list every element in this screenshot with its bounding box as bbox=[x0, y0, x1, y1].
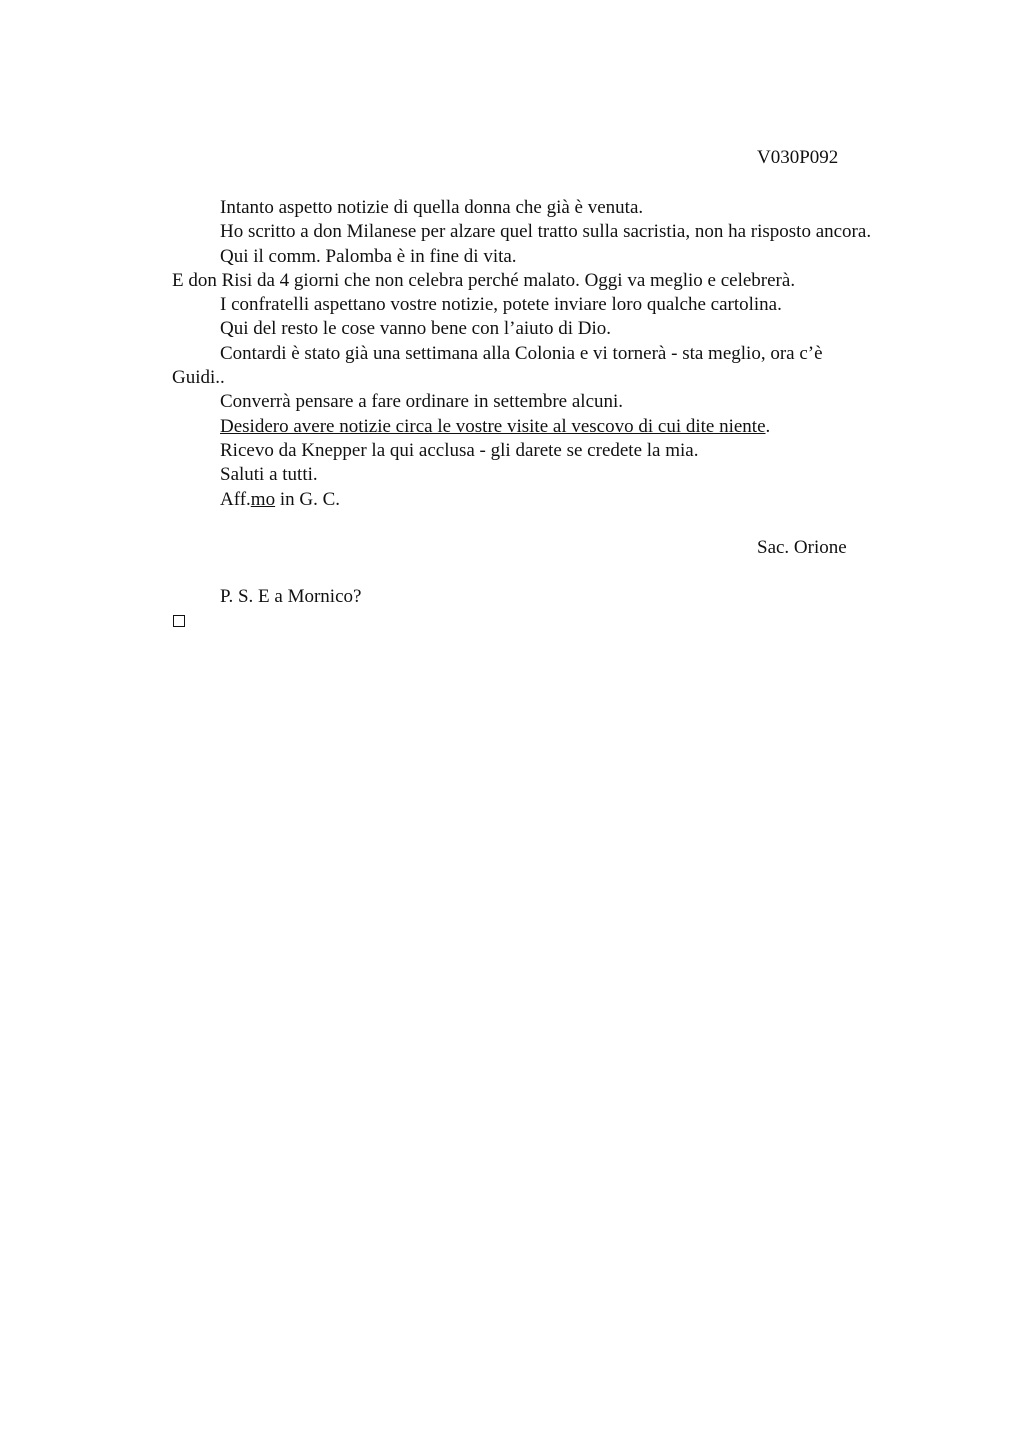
signature: Sac. Orione bbox=[757, 537, 847, 558]
document-reference-code: V030P092 bbox=[757, 147, 839, 168]
underlined-text: mo bbox=[250, 488, 276, 510]
letter-line: Contardi è stato già una settimana alla Colonia e vi tornerà - sta meglio, ora c’è bbox=[220, 342, 823, 364]
letter-line: E don Risi da 4 giorni che non celebra perché malato. Oggi va meglio e celebrerà. bbox=[172, 269, 796, 291]
letter-line-underlined bbox=[172, 415, 952, 439]
letter-line-closing bbox=[172, 488, 952, 512]
trailing-text: in G. C. bbox=[275, 488, 341, 510]
letter-line: Ricevo da Knepper la qui acclusa - gli darete se credete la mia. bbox=[220, 439, 699, 461]
letter-line: Ho scritto a don Milanese per alzare quel tratto sulla sacristia, non ha risposto ancora. bbox=[220, 221, 872, 243]
leading-text: Aff. bbox=[220, 488, 251, 510]
letter-line: Converrà pensare a fare ordinare in settembre alcuni. bbox=[220, 391, 624, 413]
letter-line: Qui del resto le cose vanno bene con l’aiuto di Dio. bbox=[220, 318, 611, 340]
trailing-text: . bbox=[765, 415, 771, 437]
postscript: P. S. E a Mornico? bbox=[220, 586, 362, 607]
empty-box-icon bbox=[173, 615, 185, 627]
letter-body bbox=[172, 196, 952, 512]
underlined-text: Desidero avere notizie circa le vostre visite al vescovo di cui dite niente bbox=[220, 415, 766, 437]
letter-line: Guidi.. bbox=[172, 367, 225, 389]
letter-line: Qui il comm. Palomba è in fine di vita. bbox=[220, 245, 517, 267]
letter-line: Saluti a tutti. bbox=[220, 464, 318, 486]
letter-line: I confratelli aspettano vostre notizie, potete inviare loro qualche cartolina. bbox=[220, 294, 782, 316]
letter-line: Intanto aspetto notizie di quella donna che già è venuta. bbox=[220, 197, 644, 218]
